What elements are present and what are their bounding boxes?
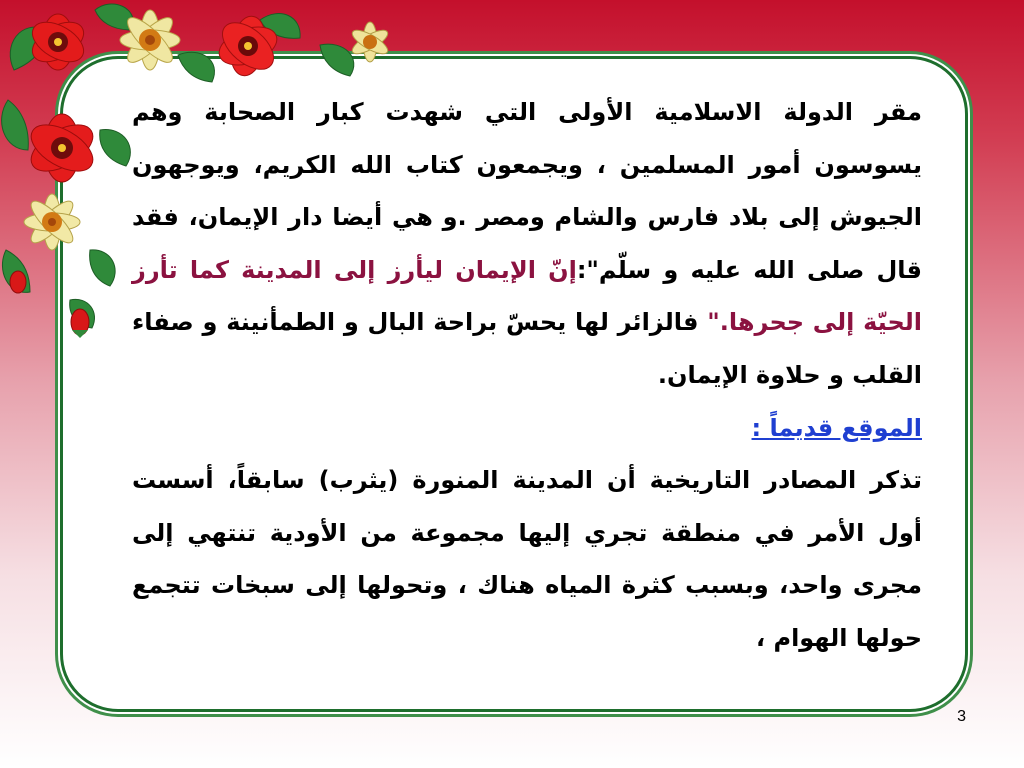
- yellow-flower-icon: [24, 194, 80, 250]
- heading-link-location-old[interactable]: الموقع قديماً: [769, 413, 922, 442]
- yellow-flower-icon: [120, 10, 180, 70]
- red-flower-icon: [24, 114, 101, 182]
- flower-decoration: [0, 0, 420, 350]
- red-bud-icon: [10, 271, 26, 293]
- section-heading: [132, 402, 922, 455]
- page-number: 3: [957, 708, 966, 725]
- hadith-quote: إنّ الإيمان ليأرز إلى المدينة كما تأرز الحيّة إلى جحرها.": [132, 255, 922, 337]
- paragraph-history: تذكر المصادر التاريخية أن المدينة المنورة (يثرب) سابقاً، أسست أول الأمر في منطقة تجري إليها مجموعة من الأودية تنتهي إلى مجرى واحد، وبسبب كثرة المياه هناك ، وتحولها إلى سبخات تتجمع حولها الهوام ،: [132, 466, 922, 652]
- red-bud-icon: [71, 309, 89, 338]
- yellow-flower-icon: [349, 22, 391, 62]
- paragraph-text-continued: فالزائر لها يحسّ براحة البال و الطمأنينة و صفاء القلب و حلاوة الإيمان.: [132, 308, 922, 389]
- paragraph-text: مقر الدولة الاسلامية الأولى التي شهدت كبار الصحابة وهم يسوسون أمور المسلمين ، ويجمعون كتاب الله الكريم، ويوجهون الجيوش إلى بلاد فارس والشام ومصر .و هي أيضا دار الإيمان، فقد قال صلى الله عليه و سلّم":: [132, 98, 923, 284]
- red-flower-icon: [26, 14, 90, 70]
- heading-colon: :: [751, 413, 770, 442]
